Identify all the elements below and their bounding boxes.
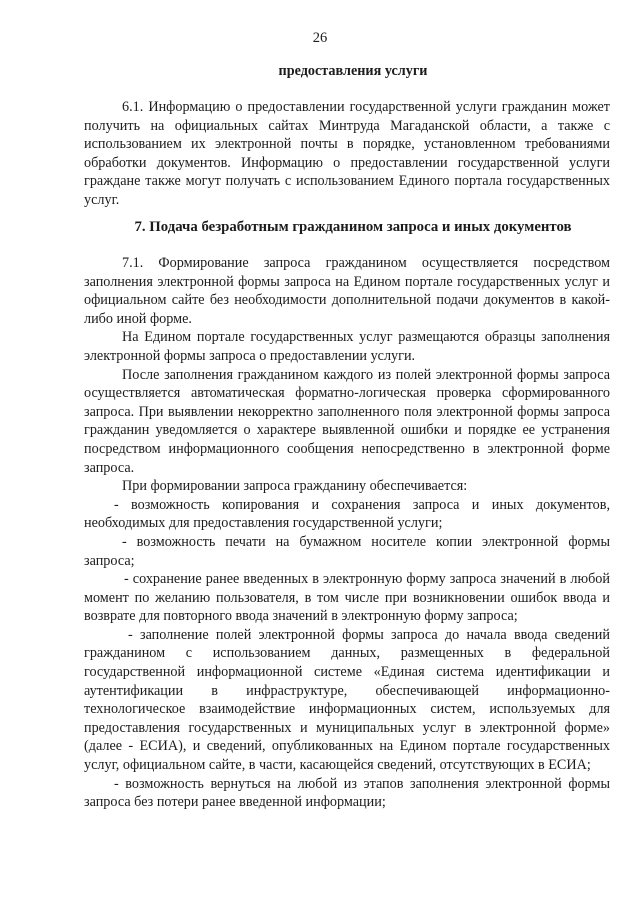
list-item: - возможность печати на бумажном носителе копии электронной формы запроса;	[84, 533, 610, 569]
section-7-block	[84, 254, 610, 812]
paragraph-7-1: 7.1. Формирование запроса гражданином осуществляется посредством заполнения электронной формы запроса на Едином портале государственных услуг и официальном сайте без необходимости дополнительной подачи документов в какой-либо иной форме.	[84, 255, 610, 327]
paragraph-portal-samples: На Едином портале государственных услуг размещаются образцы заполнения электронной формы запроса о предоставлении услуги.	[84, 329, 610, 364]
paragraph-6-1: 6.1. Информацию о предоставлении государственной услуги гражданин может получить на официальных сайтах Минтруда Магаданской области, а также с использованием их электронной почты в порядке, установленном требованиями обработки документов. Информацию о предоставлении государственной услуги граждане также могут получать с использованием Единого портала государственных услуг.	[84, 99, 610, 208]
list-item: - возможность вернуться на любой из этапов заполнения электронной формы запроса без потери ранее введенной информации;	[84, 775, 610, 811]
section-end-title: предоставления услуги	[278, 63, 428, 79]
section-6-block	[84, 98, 610, 210]
list-item: - заполнение полей электронной формы запроса до начала ввода сведений гражданином с использованием данных, размещенных в федеральной государственной информационной системе «Единая система идентификации и аутентификации в инфраструктуре, обеспечивающей информационно-технологическое взаимодействие информационных систем, используемых для предоставления государственных и муниципальных услуг в электронной форме» (далее - ЕСИА), и сведений, опубликованных на Едином портале государственных услуг, официальном сайте, в части, касающейся сведений, отсутствующих в ЕСИА;	[84, 626, 610, 774]
list-item: - возможность копирования и сохранения запроса и иных документов, необходимых для предоставления государственной услуги;	[84, 496, 610, 532]
paragraph-provided-features: При формировании запроса гражданину обеспечивается:	[122, 478, 468, 495]
list-item: - сохранение ранее введенных в электронную форму запроса значений в любой момент по желанию пользователя, в том числе при возникновении ошибок ввода и возврате для повторного ввода значений в электронную форму запроса;	[84, 571, 610, 625]
paragraph-validation: После заполнения гражданином каждого из полей электронной формы запроса осуществляется автоматическая форматно-логическая проверка сформированного запроса. При выявлении некорректно заполненного поля электронной формы запроса гражданин уведомляется о характере выявленной ошибки и порядке ее устранения посредством информационного сообщения непосредственно в электронной форме запроса.	[84, 366, 610, 476]
page-number: 26	[312, 30, 328, 46]
section-7-title: 7. Подача безработным гражданином запроса и иных документов	[134, 219, 572, 235]
